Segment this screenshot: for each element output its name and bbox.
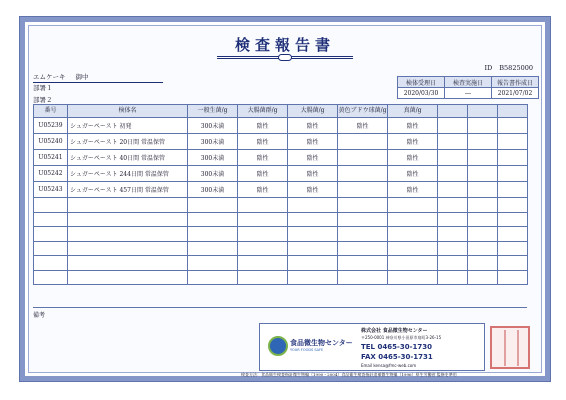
company-info-box (259, 323, 485, 371)
staph-aureus (338, 166, 388, 182)
notes-label: 備考 (33, 312, 46, 319)
fungi: 陰性 (388, 150, 438, 166)
general-bacteria: 300未満 (188, 182, 238, 198)
company-fax: FAX 0465-30-1731 (361, 353, 433, 361)
column-header: 一般生菌/g (188, 105, 238, 118)
fungi: 陰性 (388, 166, 438, 182)
recipient (33, 72, 163, 83)
results-table (33, 104, 528, 285)
staph-aureus (338, 182, 388, 198)
sample-name: シュガーペースト 初発 (68, 118, 188, 134)
table-row (34, 118, 528, 134)
general-bacteria: 300未満 (188, 166, 238, 182)
sample-number: U05241 (34, 150, 68, 166)
table-row (34, 134, 528, 150)
table-row (34, 150, 528, 166)
empty-row (34, 212, 528, 227)
column-header (438, 105, 468, 118)
sample-number: U05243 (34, 182, 68, 198)
recipient-honorific: 御中 (75, 73, 89, 81)
coliform: 陰性 (238, 134, 288, 150)
e-coli: 陰性 (288, 118, 338, 134)
staph-aureus: 陰性 (338, 118, 388, 134)
sample-name: シュガーペースト 40日間 常温保管 (68, 150, 188, 166)
notes-divider (33, 307, 527, 308)
table-header-row (34, 105, 528, 118)
column-header (468, 105, 498, 118)
test-method-footnote: 検査方法：食品衛生検査指針微生物編（1990・2004）食品衛生検査指針追補微生物編（1996）厚生労働省 監修を準用 (241, 372, 457, 377)
department-2: 部署２ (33, 96, 53, 104)
receipt-date: 2020/03/30 (398, 88, 445, 99)
empty-row (34, 256, 528, 271)
general-bacteria: 300未満 (188, 134, 238, 150)
e-coli: 陰性 (288, 134, 338, 150)
empty-row (34, 198, 528, 213)
coliform: 陰性 (238, 118, 288, 134)
column-header: 黄色ブドウ球菌/g (338, 105, 388, 118)
company-logo-icon (268, 336, 288, 356)
document-id-value: B5825000 (499, 64, 533, 72)
company-tel: TEL 0465-30-1730 (361, 343, 432, 351)
company-seal-stamp (490, 326, 530, 369)
e-coli: 陰性 (288, 182, 338, 198)
company-address: 〒250-0001 神奈川県小田原市扇町3-26-15 (361, 335, 442, 340)
e-coli: 陰性 (288, 150, 338, 166)
fungi: 陰性 (388, 182, 438, 198)
sample-name: シュガーペースト 20日間 常温保管 (68, 134, 188, 150)
column-header: 大腸菌群/g (238, 105, 288, 118)
fungi: 陰性 (388, 118, 438, 134)
document-id (484, 64, 533, 72)
general-bacteria: 300未満 (188, 150, 238, 166)
e-coli: 陰性 (288, 166, 338, 182)
logo-text: 食品微生物センター (290, 339, 353, 347)
empty-row (34, 270, 528, 285)
column-header: 大腸菌/g (288, 105, 338, 118)
sample-name: シュガーペースト 457日間 常温保管 (68, 182, 188, 198)
sample-number: U05240 (34, 134, 68, 150)
coliform: 陰性 (238, 150, 288, 166)
column-header: 検体名 (68, 105, 188, 118)
empty-row (34, 227, 528, 242)
title-ornament (278, 54, 292, 61)
report-title: 検査報告書 (234, 36, 335, 54)
sample-name: シュガーペースト 244日間 常温保管 (68, 166, 188, 182)
sample-number: U05239 (34, 118, 68, 134)
recipient-name: エムケーキ (33, 73, 66, 81)
general-bacteria: 300未満 (188, 118, 238, 134)
column-header (498, 105, 528, 118)
column-header: 番号 (34, 105, 68, 118)
dates-table (397, 76, 539, 99)
company-email: Email kensa@fmc-web.com (361, 363, 417, 368)
sample-number: U05242 (34, 166, 68, 182)
date-header: 検体受理日 (398, 77, 445, 88)
table-row (34, 166, 528, 182)
coliform: 陰性 (238, 182, 288, 198)
report-date: 2021/07/02 (492, 88, 539, 99)
logo-subtext: YOUR FOODS SAFE (290, 348, 324, 352)
table-row (34, 182, 528, 198)
report-sheet (20, 17, 550, 381)
department-1: 部署１ (33, 84, 53, 92)
document-id-label: ID (484, 64, 493, 72)
date-header: 検査実施日 (445, 77, 492, 88)
empty-row (34, 241, 528, 256)
staph-aureus (338, 150, 388, 166)
date-header: 報告書作成日 (492, 77, 539, 88)
staph-aureus (338, 134, 388, 150)
company-name: 株式会社 食品微生物センター (361, 328, 428, 334)
fungi: 陰性 (388, 134, 438, 150)
column-header: 真菌/g (388, 105, 438, 118)
report-inner-frame (28, 25, 542, 377)
test-date: ― (445, 88, 492, 99)
coliform: 陰性 (238, 166, 288, 182)
